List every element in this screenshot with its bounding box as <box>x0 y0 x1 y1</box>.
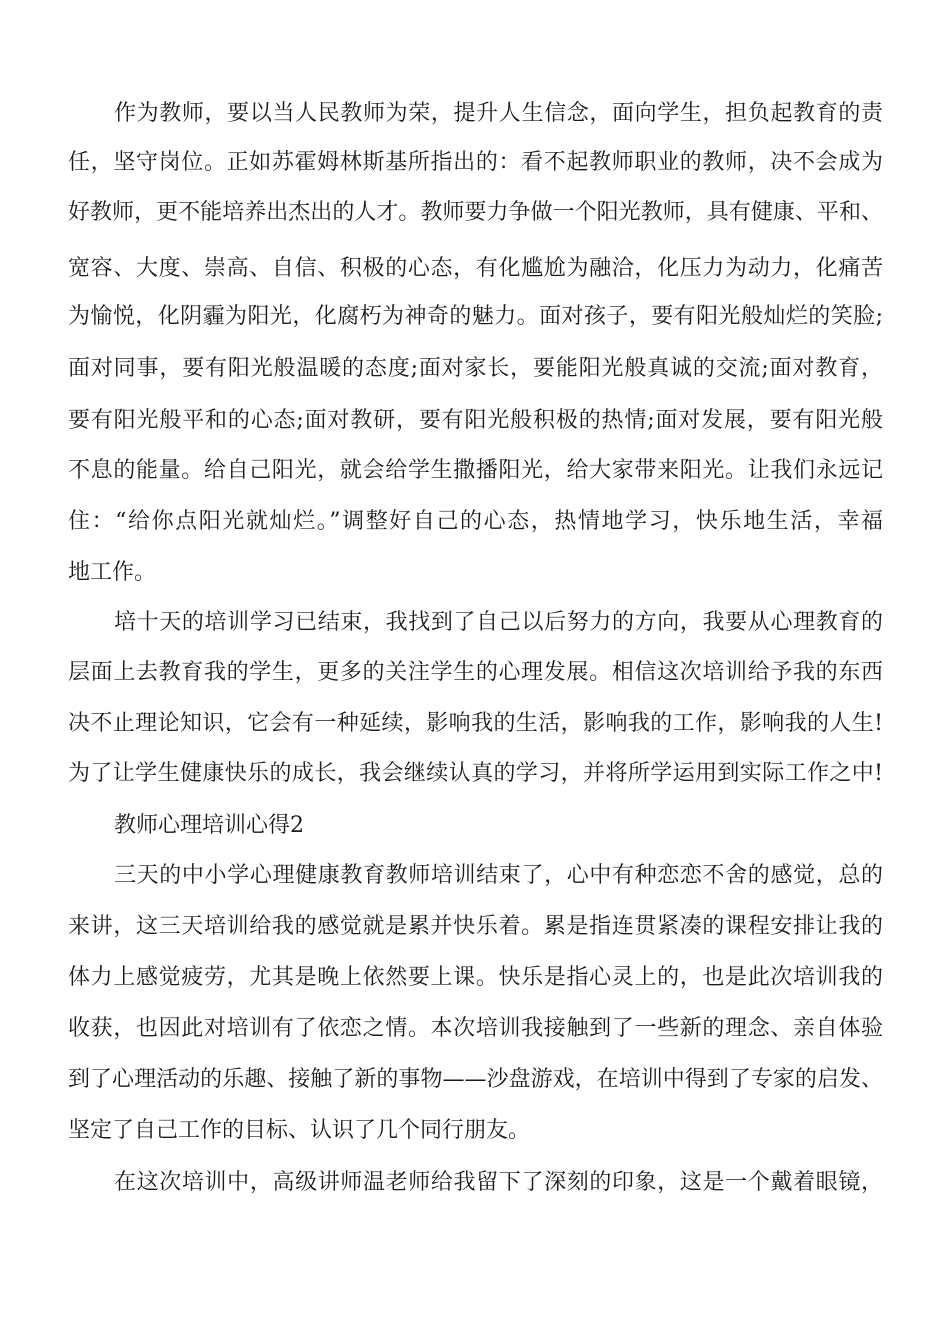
paragraph-3-line-6: 坚定了自己工作的目标、认识了几个同行朋友。 <box>68 1118 531 1143</box>
paragraph-1-line-10: 地工作。 <box>68 560 157 585</box>
paragraph-1-line-6: 面对同事，要有阳光般温暖的态度;面对家长，要能阳光般真诚的交流;面对教育， <box>68 356 883 381</box>
paragraph-3-line-4: 收获，也因此对培训有了依恋之情。本次培训我接触到了一些新的理念、亲自体验 <box>68 1016 883 1041</box>
paragraph-1-line-2: 任，坚守岗位。正如苏霍姆林斯基所指出的：看不起教师职业的教师，决不会成为 <box>68 150 883 175</box>
section-heading: 教师心理培训心得2 <box>114 813 304 838</box>
paragraph-2-line-2: 层面上去教育我的学生，更多的关注学生的心理发展。相信这次培训给予我的东西 <box>68 660 883 685</box>
paragraph-1-line-1: 作为教师，要以当人民教师为荣，提升人生信念，面向学生，担负起教育的责 <box>114 101 883 126</box>
paragraph-4-line-1: 在这次培训中，高级讲师温老师给我留下了深刻的印象，这是一个戴着眼镜， <box>114 1170 883 1195</box>
paragraph-3-line-2: 来讲，这三天培训给我的感觉就是累并快乐着。累是指连贯紧凑的课程安排让我的 <box>68 914 883 939</box>
paragraph-3-line-3: 体力上感觉疲劳，尤其是晚上依然要上课。快乐是指心灵上的，也是此次培训我的 <box>68 965 883 990</box>
paragraph-1-line-5: 为愉悦，化阴霾为阳光，化腐朽为神奇的魅力。面对孩子，要有阳光般灿烂的笑脸; <box>68 304 883 329</box>
paragraph-2-line-4: 为了让学生健康快乐的成长，我会继续认真的学习，并将所学运用到实际工作之中! <box>68 761 883 786</box>
paragraph-3-line-5: 到了心理活动的乐趣、接触了新的事物——沙盘游戏，在培训中得到了专家的启发、 <box>68 1067 883 1092</box>
paragraph-2-line-3: 决不止理论知识，它会有一种延续，影响我的生活，影响我的工作，影响我的人生! <box>68 711 883 736</box>
paragraph-1-line-9: 住：“给你点阳光就灿烂。”调整好自己的心态，热情地学习，快乐地生活，幸福 <box>68 509 883 534</box>
paragraph-1-line-8: 不息的能量。给自己阳光，就会给学生撒播阳光，给大家带来阳光。让我们永远记 <box>68 458 883 483</box>
paragraph-1-line-4: 宽容、大度、崇高、自信、积极的心态，有化尴尬为融洽，化压力为动力，化痛苦 <box>68 256 883 281</box>
paragraph-1-line-7: 要有阳光般平和的心态;面对教研，要有阳光般积极的热情;面对发展，要有阳光般 <box>68 408 883 433</box>
paragraph-2-line-1: 培十天的培训学习已结束，我找到了自己以后努力的方向，我要从心理教育的 <box>114 610 883 635</box>
paragraph-1-line-3: 好教师，更不能培养出杰出的人才。教师要力争做一个阳光教师，具有健康、平和、 <box>68 200 883 225</box>
paragraph-3-line-1: 三天的中小学心理健康教育教师培训结束了，心中有种恋恋不舍的感觉，总的 <box>114 863 883 888</box>
